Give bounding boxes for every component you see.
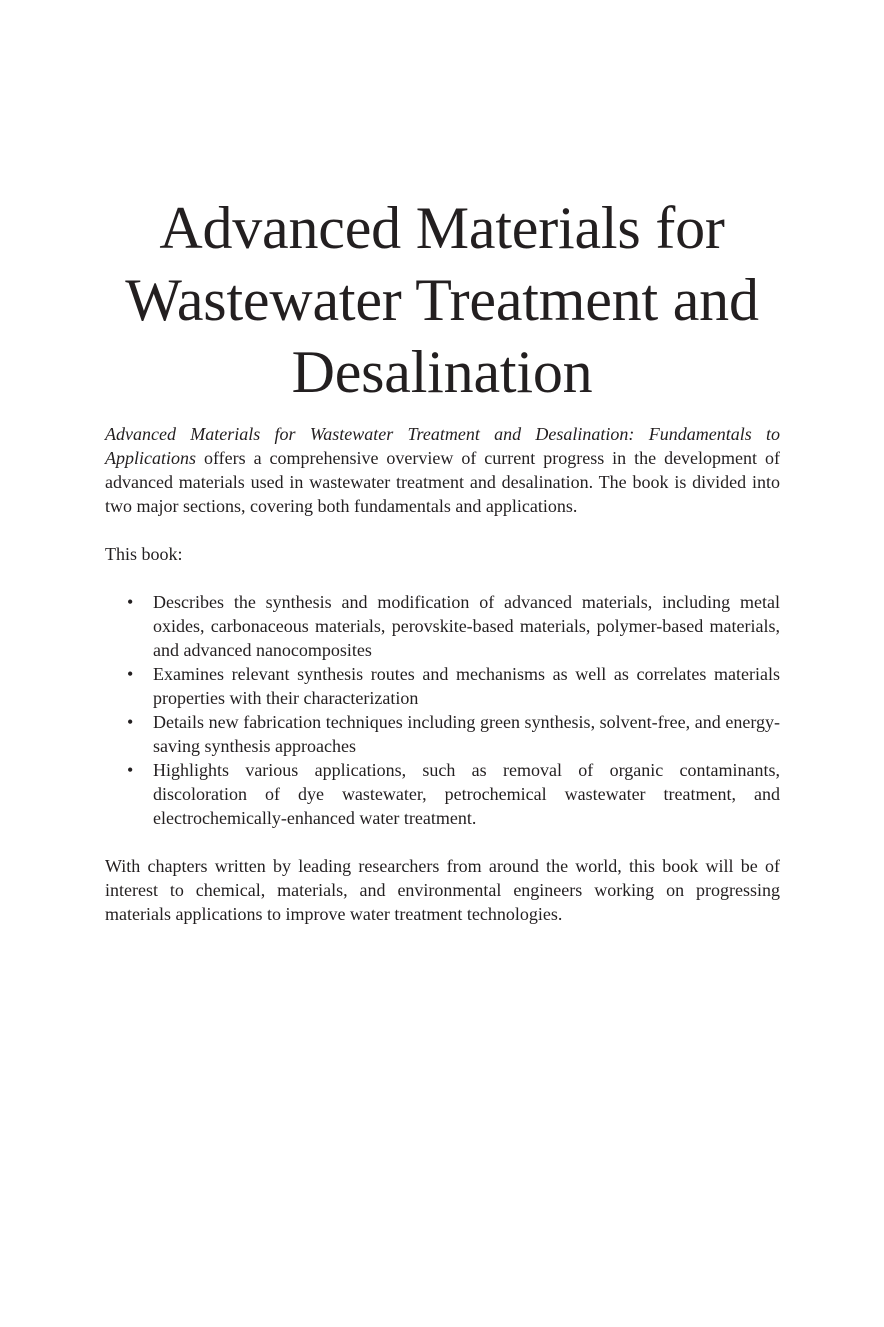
bullet-icon: • [127, 760, 134, 780]
feature-list [105, 590, 780, 830]
closing-paragraph: With chapters written by leading researchers from around the world, this book will be of interest to chemical, materials, and environmental engineers working on progressing materials applications to improve water treatment technologies. [105, 856, 780, 924]
list-item-text: Details new fabrication techniques including green synthesis, solvent-free, and energy-saving synthesis approaches [153, 712, 780, 756]
lead-text: offers a comprehensive overview of current progress in the development of advanced materials used in wastewater treatment and desalination. The book is divided into two major sections, covering both fundamentals and applications. [105, 448, 780, 516]
list-item [105, 710, 780, 758]
lead-italic-title: Advanced Materials for Wastewater Treatment and Desalination: Fundamentals to Applications [105, 424, 780, 468]
list-item [105, 590, 780, 662]
list-item-text: Describes the synthesis and modification of advanced materials, including metal oxides, carbonaceous materials, perovskite-based materials, polymer-based materials, and advanced nanocomposites [153, 592, 780, 660]
book-title [60, 192, 824, 408]
bullet-icon: • [127, 664, 134, 684]
list-item [105, 662, 780, 710]
title-line-3: Desalination [291, 339, 593, 405]
list-item-text: Examines relevant synthesis routes and mechanisms as well as correlates materials properties with their characterization [153, 664, 780, 708]
lead-paragraph [105, 422, 780, 518]
title-line-1: Advanced Materials for [159, 195, 725, 261]
intro-text: This book: [105, 544, 183, 564]
bullet-icon: • [127, 592, 134, 612]
title-line-2: Wastewater Treatment and [125, 267, 759, 333]
list-item-text: Highlights various applications, such as removal of organic contaminants, discoloration of dye wastewater, petrochemical wastewater treatment, and electrochemically-enhanced water treatment. [153, 760, 780, 828]
bullet-icon: • [127, 712, 134, 732]
list-item [105, 758, 780, 830]
book-description [105, 422, 780, 926]
